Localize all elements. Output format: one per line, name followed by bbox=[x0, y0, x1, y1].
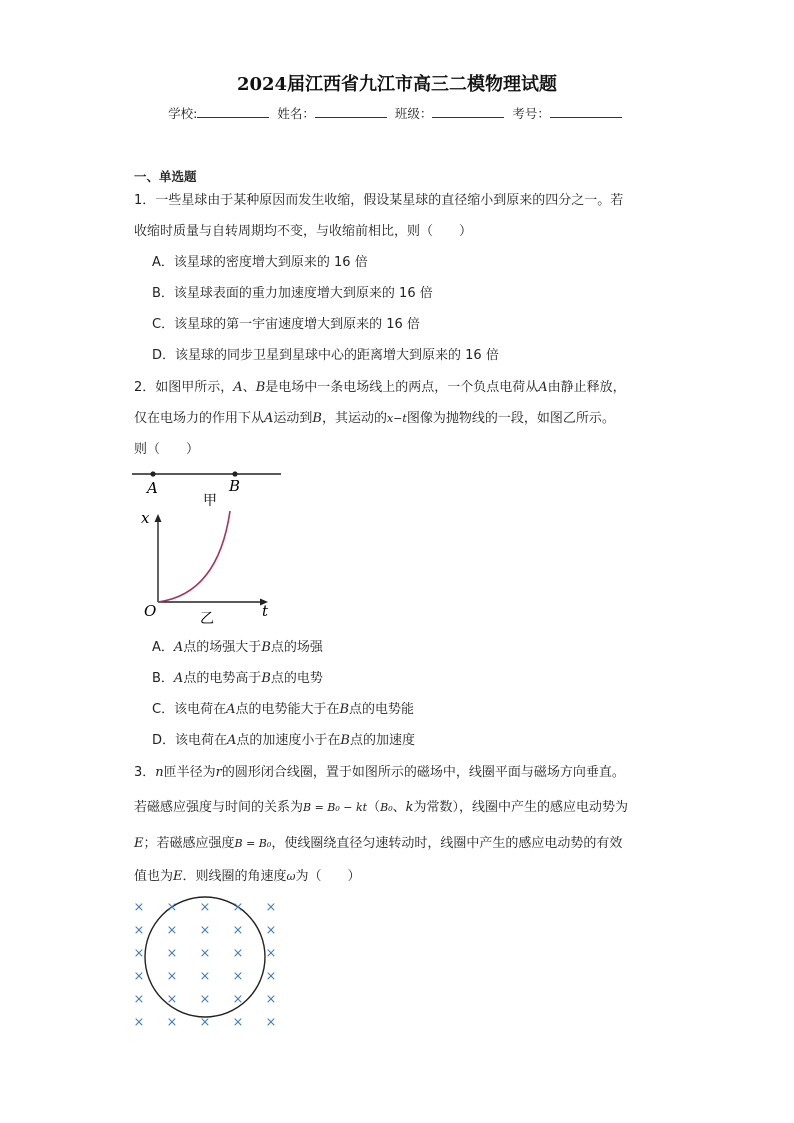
figure-jia-label: 甲 bbox=[203, 493, 217, 509]
field-cross-mark: × bbox=[133, 923, 145, 938]
field-cross-mark: × bbox=[199, 946, 211, 961]
q3-stem-line2: 若磁感应强度与时间的关系为B = B₀ − kt（B₀、k为常数），线圈中产生的感应电动势为 bbox=[134, 800, 629, 815]
field-cross-mark: × bbox=[166, 1015, 178, 1030]
field-cross-mark: × bbox=[166, 900, 178, 915]
exam-number-label: 考号： bbox=[512, 106, 550, 121]
field-cross-mark: × bbox=[265, 923, 277, 938]
q2-option-c[interactable]: C．该电荷在A点的电势能大于在B点的电势能 bbox=[152, 702, 415, 717]
x-axis-label: x bbox=[141, 509, 150, 527]
field-cross-mark: × bbox=[166, 923, 178, 938]
q2-figure bbox=[128, 464, 288, 630]
section-heading: 一、单选题 bbox=[134, 169, 197, 184]
field-cross-mark: × bbox=[133, 900, 145, 915]
school-label: 学校: bbox=[168, 106, 198, 121]
q2-option-b[interactable]: B．A点的电势高于B点的电势 bbox=[152, 671, 323, 686]
field-cross-mark: × bbox=[265, 900, 277, 915]
field-cross-mark: × bbox=[232, 969, 244, 984]
t-axis-label: t bbox=[262, 602, 269, 620]
school-blank[interactable] bbox=[197, 105, 269, 118]
field-cross-mark: × bbox=[199, 1015, 211, 1030]
x-axis-arrow bbox=[155, 514, 162, 522]
field-cross-mark: × bbox=[166, 992, 178, 1007]
field-cross-mark: × bbox=[265, 992, 277, 1007]
field-cross-mark: × bbox=[199, 969, 211, 984]
q1-option-d[interactable]: D．该星球的同步卫星到星球中心的距离增大到原来的 16 倍 bbox=[152, 348, 499, 363]
field-cross-mark: × bbox=[199, 923, 211, 938]
page-title: 2024届江西省九江市高三二模物理试题 bbox=[236, 74, 558, 95]
name-label: 姓名： bbox=[277, 106, 315, 121]
field-cross-mark: × bbox=[265, 946, 277, 961]
field-cross-mark: × bbox=[166, 946, 178, 961]
name-blank[interactable] bbox=[315, 105, 387, 118]
field-cross-mark: × bbox=[232, 900, 244, 915]
field-cross-mark: × bbox=[232, 992, 244, 1007]
field-cross-mark: × bbox=[133, 946, 145, 961]
field-cross-mark: × bbox=[232, 1015, 244, 1030]
point-b-label: B bbox=[229, 477, 241, 495]
q3-magnetic-field-figure bbox=[128, 896, 288, 1036]
q2-stem-line1: 2．如图甲所示，A、B是电场中一条电场线上的两点，一个负点电荷从A由静止释放， bbox=[134, 380, 626, 395]
field-cross-mark: × bbox=[166, 969, 178, 984]
q1-option-c[interactable]: C．该星球的第一宇宙速度增大到原来的 16 倍 bbox=[152, 317, 420, 332]
q1-option-b[interactable]: B．该星球表面的重力加速度增大到原来的 16 倍 bbox=[152, 286, 433, 301]
field-cross-mark: × bbox=[232, 946, 244, 961]
point-b-dot bbox=[232, 471, 237, 476]
point-a-dot bbox=[150, 471, 155, 476]
class-blank[interactable] bbox=[432, 105, 504, 118]
field-cross-mark: × bbox=[199, 900, 211, 915]
q2-option-a[interactable]: A．A点的场强大于B点的场强 bbox=[152, 640, 323, 655]
origin-label: O bbox=[144, 602, 157, 620]
class-label: 班级： bbox=[394, 106, 433, 121]
q1-stem-line1: 1．一些星球由于某种原因而发生收缩，假设某星球的直径缩小到原来的四分之一。若 bbox=[134, 193, 624, 208]
field-cross-mark: × bbox=[133, 1015, 145, 1030]
q1-stem-line2: 收缩时质量与自转周期均不变，与收缩前相比，则（ ） bbox=[134, 224, 473, 239]
q1-option-a[interactable]: A．该星球的密度增大到原来的 16 倍 bbox=[152, 255, 368, 270]
field-cross-mark: × bbox=[133, 992, 145, 1007]
q2-option-d[interactable]: D．该电荷在A点的加速度小于在B点的加速度 bbox=[152, 733, 415, 748]
point-a-label: A bbox=[147, 479, 158, 497]
figure-yi-label: 乙 bbox=[200, 611, 214, 627]
q2-stem-line2: 仅在电场力的作用下从A运动到B，其运动的x−t图像为抛物线的一段，如图乙所示。 bbox=[134, 411, 615, 426]
field-cross-mark: × bbox=[199, 992, 211, 1007]
field-cross-mark: × bbox=[265, 1015, 277, 1030]
q2-stem-line3: 则（ ） bbox=[134, 442, 200, 457]
q3-stem-line3: E；若磁感应强度B = B₀，使线圈绕直径匀速转动时，线圈中产生的感应电动势的有效 bbox=[134, 836, 623, 851]
parabola-curve bbox=[158, 511, 230, 602]
field-cross-mark: × bbox=[232, 923, 244, 938]
field-cross-mark: × bbox=[265, 969, 277, 984]
exam-number-blank[interactable] bbox=[550, 105, 622, 118]
q3-stem-line4: 值也为E．则线圈的角速度ω为（ ） bbox=[134, 869, 361, 884]
student-info-line bbox=[0, 104, 794, 122]
q3-stem-line1: 3．n匝半径为r的圆形闭合线圈，置于如图所示的磁场中，线圈平面与磁场方向垂直。 bbox=[134, 765, 625, 780]
field-cross-mark: × bbox=[133, 969, 145, 984]
